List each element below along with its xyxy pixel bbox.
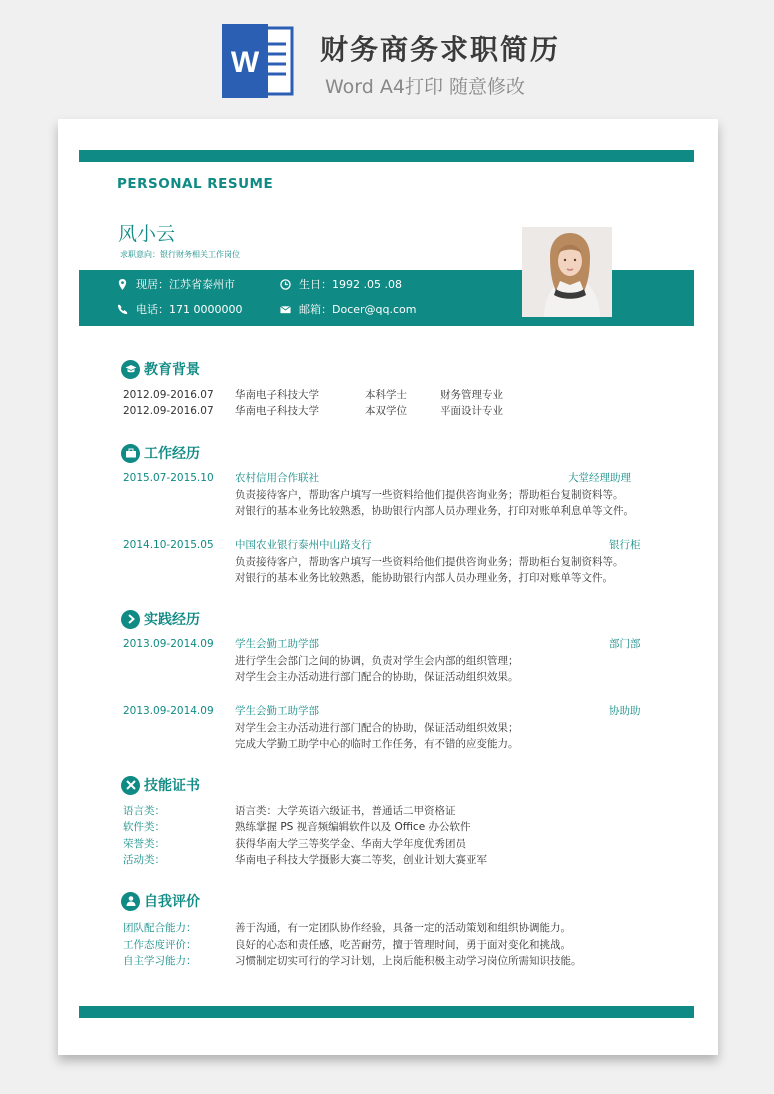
- practice-desc-line: 进行学生会部门之间的协调，负责对学生会内部的组织管理；: [235, 655, 519, 667]
- birthday-text: 生日：1992 .05 .08: [299, 278, 402, 291]
- work-date: 2015.07-2015.10: [123, 472, 214, 484]
- svg-text:W: W: [230, 46, 260, 79]
- practice-org: 学生会勤工助学部: [235, 638, 319, 650]
- practice-role: 部门部: [609, 638, 641, 650]
- practice-date: 2013.09-2014.09: [123, 705, 214, 717]
- skill-value: 语言类：大学英语六级证书，普通话二甲资格证: [235, 805, 456, 817]
- skill-value: 华南电子科技大学摄影大赛二等奖，创业计划大赛亚军: [235, 854, 487, 866]
- skill-label: 活动类：: [123, 854, 165, 866]
- header-banner: [0, 0, 774, 112]
- skills-heading: [121, 775, 200, 795]
- self-eval-title: 自我评价: [144, 894, 200, 910]
- self-value: 习惯制定切实可行的学习计划，上岗后能积极主动学习岗位所需知识技能。: [235, 955, 582, 967]
- work-desc-line: 对银行的基本业务比较熟悉，能协助银行内部人员办理业务，打印对账单等文件。: [235, 572, 613, 584]
- practice-role: 协助助: [609, 705, 641, 717]
- profile-photo-image: [522, 227, 612, 317]
- practice-desc-line: 完成大学勤工助学中心的临时工作任务，有不错的应变能力。: [235, 738, 519, 750]
- graduation-cap-icon: [121, 360, 140, 379]
- practice-title: 实践经历: [144, 612, 200, 628]
- mail-icon: [280, 304, 291, 315]
- doc-title: 财务商务求职简历: [320, 33, 561, 66]
- edu-school: 华南电子科技大学: [235, 405, 319, 417]
- edu-school: 华南电子科技大学: [235, 389, 319, 401]
- contact-phone: [117, 301, 242, 317]
- work-desc-line: 负责接待客户，帮助客户填写一些资料给他们提供咨询业务；帮助柜台复制资料等。: [235, 556, 624, 568]
- contact-birthday: [280, 276, 402, 292]
- resume-label: PERSONAL RESUME: [117, 176, 274, 192]
- briefcase-icon: [121, 444, 140, 463]
- resume-page: [58, 119, 718, 1055]
- top-rule: [79, 150, 694, 162]
- work-desc-line: 负责接待客户，帮助客户填写一些资料给他们提供咨询业务；帮助柜台复制资料等。: [235, 489, 624, 501]
- edu-degree: 本科学士: [365, 389, 407, 401]
- self-value: 善于沟通，有一定团队协作经验，具备一定的活动策划和组织协调能力。: [235, 922, 571, 934]
- work-role: 银行柜: [609, 539, 641, 551]
- practice-org: 学生会勤工助学部: [235, 705, 319, 717]
- edu-date: 2012.09-2016.07: [123, 405, 214, 417]
- self-label: 工作态度评价：: [123, 939, 197, 951]
- education-title: 教育背景: [144, 362, 200, 378]
- work-desc-line: 对银行的基本业务比较熟悉，协助银行内部人员办理业务，打印对账单利息单等文件。: [235, 505, 634, 517]
- contact-location: [117, 276, 235, 292]
- edu-major: 财务管理专业: [440, 389, 503, 401]
- practice-heading: [121, 609, 200, 629]
- skill-label: 荣誉类：: [123, 838, 165, 850]
- profile-photo: [522, 227, 612, 317]
- education-heading: [121, 359, 200, 379]
- edu-degree: 本双学位: [365, 405, 407, 417]
- practice-desc-line: 对学生会主办活动进行部门配合的协助，保证活动组织效果；: [235, 722, 519, 734]
- skill-label: 软件类：: [123, 821, 165, 833]
- phone-icon: [117, 304, 128, 315]
- phone-text: 电话：171 0000000: [136, 303, 243, 316]
- bottom-rule: [79, 1006, 694, 1018]
- candidate-name: 风小云: [118, 223, 176, 245]
- skill-value: 获得华南大学三等奖学金、华南大学年度优秀团员: [235, 838, 466, 850]
- work-role: 大堂经理助理: [568, 472, 631, 484]
- edu-date: 2012.09-2016.07: [123, 389, 214, 401]
- person-icon: [121, 892, 140, 911]
- work-date: 2014.10-2015.05: [123, 539, 214, 551]
- work-heading: [121, 443, 200, 463]
- job-objective: 求职意向：银行财务相关工作岗位: [120, 250, 240, 259]
- clock-icon: [280, 279, 291, 290]
- word-icon: [222, 24, 294, 98]
- self-label: 团队配合能力：: [123, 922, 197, 934]
- tools-icon: [121, 776, 140, 795]
- practice-date: 2013.09-2014.09: [123, 638, 214, 650]
- self-value: 良好的心态和责任感，吃苦耐劳，擅于管理时间，勇于面对变化和挑战。: [235, 939, 571, 951]
- location-text: 现居：江苏省泰州市: [136, 278, 235, 291]
- work-org: 农村信用合作联社: [235, 472, 319, 484]
- arrow-right-icon: [121, 610, 140, 629]
- doc-subtitle: Word A4打印 随意修改: [325, 76, 526, 98]
- work-org: 中国农业银行泰州中山路支行: [235, 539, 372, 551]
- self-label: 自主学习能力：: [123, 955, 197, 967]
- skill-value: 熟练掌握 PS 视音频编辑软件以及 Office 办公软件: [235, 821, 471, 833]
- contact-email: [280, 301, 417, 317]
- edu-major: 平面设计专业: [440, 405, 503, 417]
- practice-desc-line: 对学生会主办活动进行部门配合的协助，保证活动组织效果。: [235, 671, 519, 683]
- skill-label: 语言类：: [123, 805, 165, 817]
- work-title: 工作经历: [144, 446, 200, 462]
- location-pin-icon: [117, 279, 128, 290]
- skills-title: 技能证书: [144, 778, 200, 794]
- email-text: 邮箱：Docer@qq.com: [299, 303, 417, 316]
- self-eval-heading: [121, 891, 200, 911]
